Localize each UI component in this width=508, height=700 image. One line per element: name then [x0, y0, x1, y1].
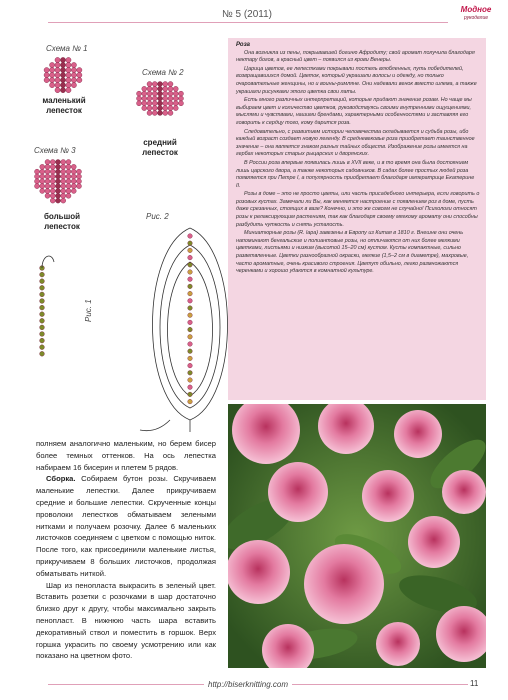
scheme-2-caption-line2: лепесток — [142, 148, 178, 157]
scheme-2-bead — [147, 106, 152, 111]
scheme-3-bead — [71, 179, 76, 184]
scheme-2-bead — [147, 101, 152, 106]
figure-2-bead — [188, 392, 193, 397]
rose-info-paragraph: В России роза впервые появилась лишь в XVII веке, и в то время она была достоянием лишь царского двора, а также некоторых садовников. В садах более простых людей роза появляется при Петре I, а популярность приобретает благодаря императрице Екатерине II. — [236, 159, 475, 189]
scheme-2-bead — [158, 96, 163, 101]
issue-number: № 5 (2011) — [222, 9, 273, 20]
instructions-paragraph: Шар из пенопласта выкрасить в зеленый цвет. Вставить розетки с розочками в шар достаточно близко друг к другу, чтобы максимально закрыть пенопласт. В нижнюю часть шара вставить декоративный ствол и поместить в горшок. Верх горшка украсить по своему усмотрению или как показано на цветном фото. — [36, 580, 216, 661]
scheme-3-caption-line2: лепесток — [44, 222, 80, 231]
instructions-assembly-paragraph — [36, 473, 216, 579]
scheme-1-bead — [66, 77, 71, 82]
scheme-3-bead — [77, 184, 82, 189]
scheme-3-bead — [56, 193, 61, 198]
scheme-2-bead — [179, 91, 184, 96]
rose-photo-image — [228, 404, 486, 668]
figure-2-bead — [188, 248, 193, 253]
scheme-1-bead — [49, 72, 54, 77]
scheme-2-bead — [163, 91, 168, 96]
scheme-3-bead — [71, 174, 76, 179]
instructions-paragraph: полняем аналогично маленьким, но берем бисер более темных оттенков. На ось лепестка набираем 16 бисерин и плетем 5 рядов. — [36, 439, 216, 472]
rose-info-text — [236, 42, 480, 277]
instructions-text — [36, 438, 216, 662]
scheme-2-bead — [147, 96, 152, 101]
scheme-2-bead — [147, 86, 152, 91]
figure-1-bead — [40, 338, 45, 343]
scheme-1-bead — [77, 72, 82, 77]
figure-1-bead — [40, 292, 45, 297]
scheme-3-bead — [50, 160, 55, 165]
scheme-3-bead — [40, 169, 45, 174]
scheme-1-bead — [55, 77, 60, 82]
scheme-3-bead — [71, 184, 76, 189]
rose-info-paragraph: Царица цветов, ее лепестками покрывали постель влюбленных, путь победителей, возвращавшихся домой. Цветок, который украшали волосы и одежду, но только очаровательные женщины, но и воины-римляне. Они надевали венок вместо шлема, а также украшали рисунками этого цветка свои латы. — [236, 65, 477, 95]
scheme-3-bead — [35, 169, 40, 174]
rose-info-paragraph: Следовательно, с развитием истории человечества складывается и судьба розы, ибо каждый возраст создает новую легенду. В средневековье роза приобретает таинственное значение – она является знаком разных тайных обществ. Изображение розы имеется на гербах некоторых старых рыцарских и дворянских. — [236, 128, 475, 158]
scheme-1-bead — [71, 62, 76, 67]
scheme-2-bead — [142, 106, 147, 111]
scheme-1-bead — [60, 57, 65, 62]
scheme-3-bead — [56, 164, 61, 169]
scheme-1-bead — [55, 72, 60, 77]
scheme-2-bead — [168, 110, 173, 115]
scheme-2-bead — [147, 91, 152, 96]
figure-2-bead — [188, 277, 193, 282]
scheme-1-bead — [60, 62, 65, 67]
figure-1-bead — [40, 279, 45, 284]
scheme-1-bead — [77, 67, 82, 72]
scheme-1-bead — [66, 62, 71, 67]
scheme-2-bead — [147, 110, 152, 115]
figure-2-bead — [188, 263, 193, 268]
scheme-2-bead — [158, 91, 163, 96]
scheme-2-bead — [168, 96, 173, 101]
figure-1-bead — [40, 312, 45, 317]
scheme-3-bead — [40, 174, 45, 179]
scheme-1-caption-line1: маленький — [42, 96, 86, 105]
scheme-1-bead — [71, 77, 76, 82]
scheme-3-bead — [45, 160, 50, 165]
scheme-3-bead — [50, 188, 55, 193]
figure-2-bead — [188, 327, 193, 332]
scheme-1-bead — [49, 83, 54, 88]
scheme-3-bead — [40, 188, 45, 193]
scheme-2-bead — [163, 82, 168, 87]
scheme-3-bead — [56, 160, 61, 165]
scheme-2-bead — [137, 96, 142, 101]
figure-2-bead — [188, 299, 193, 304]
figure-1-bead — [40, 332, 45, 337]
figure-2-bead — [188, 335, 193, 340]
figure-2-bead — [188, 241, 193, 246]
scheme-2-bead — [163, 86, 168, 91]
figure-2-wire-loop — [160, 245, 220, 408]
scheme-3-bead — [61, 164, 66, 169]
figure-2-bead — [188, 320, 193, 325]
figure-2-bead — [188, 356, 193, 361]
scheme-1-bead — [55, 88, 60, 93]
scheme-1-bead — [71, 67, 76, 72]
figure-1-bead — [40, 299, 45, 304]
scheme-1-bead — [60, 83, 65, 88]
scheme-1-bead — [60, 77, 65, 82]
scheme-3-bead — [50, 198, 55, 203]
scheme-1-bead — [60, 72, 65, 77]
figure-1-bead — [40, 285, 45, 290]
scheme-3-bead — [35, 174, 40, 179]
scheme-3-bead — [61, 160, 66, 165]
scheme-2-bead — [147, 82, 152, 87]
scheme-2-bead — [173, 96, 178, 101]
scheme-2-bead — [168, 91, 173, 96]
scheme-2-bead — [168, 82, 173, 87]
figure-2-bead — [188, 255, 193, 260]
logo-sub: рукоделие — [463, 15, 489, 21]
scheme-3-bead — [61, 198, 66, 203]
assembly-text: Собираем бутон розы. Скручиваем маленькие лепестки. Далее прикручиваем средние и большие лепестки. Скрученные концы проволоки лепестков обматываем зелеными нитками и получаем розочку. Далее 6 маленьких листочков соединяем с цветком с помощью ниток. После того, как присоединили маленькие листья, прикручиваем 8 больших листочков, продолжая обматывать ниткой. — [36, 474, 216, 578]
scheme-1-bead — [71, 72, 76, 77]
scheme-2-bead — [152, 86, 157, 91]
scheme-2-bead — [152, 91, 157, 96]
scheme-3-bead — [45, 169, 50, 174]
scheme-2-bead — [168, 101, 173, 106]
rose-info-paragraph: Есть много различных интерпретаций, которые придают значение розам. Но чаще мы выбираем цвет и количество цветков, руководствуясь своими внутренними ощущениями, мыслями и чувствами, нашими брендами, характерными особенностями и заставляя его говорить к сердцу того, кому дарится роза. — [236, 97, 472, 126]
scheme-2-label: Схема № 2 — [142, 68, 184, 77]
scheme-3-label: Схема № 3 — [34, 146, 76, 155]
scheme-3-bead — [56, 198, 61, 203]
scheme-3-bead — [61, 169, 66, 174]
scheme-3-bead — [61, 188, 66, 193]
scheme-3-bead — [66, 160, 71, 165]
scheme-2-bead — [137, 101, 142, 106]
scheme-3-bead — [61, 193, 66, 198]
scheme-3-bead — [50, 174, 55, 179]
scheme-3-bead — [50, 193, 55, 198]
figure-2-bead — [188, 270, 193, 275]
scheme-1-bead — [66, 57, 71, 62]
scheme-1-bead — [44, 72, 49, 77]
scheme-3-bead — [71, 164, 76, 169]
scheme-1-bead — [60, 88, 65, 93]
scheme-3-bead — [61, 184, 66, 189]
figure-1-bead — [40, 305, 45, 310]
scheme-2-bead — [142, 101, 147, 106]
scheme-2-bead — [173, 101, 178, 106]
scheme-2-bead — [163, 110, 168, 115]
figure-1-bead — [40, 272, 45, 277]
scheme-3-bead — [61, 174, 66, 179]
scheme-3-bead — [45, 164, 50, 169]
scheme-3-bead — [50, 179, 55, 184]
scheme-2-bead — [152, 82, 157, 87]
scheme-3-bead — [66, 193, 71, 198]
rose-info-panel — [228, 38, 486, 400]
scheme-1-bead — [44, 67, 49, 72]
scheme-3-bead — [61, 179, 66, 184]
rose-info-paragraph: Она возникла из пены, покрывавшей богиню Афродиту; свой аромат получила благодаря нектару богов, а красный цвет – появился из крови Венеры. — [236, 49, 475, 64]
figure-2-bead — [188, 378, 193, 383]
scheme-2-bead — [163, 96, 168, 101]
figure-2-bead — [188, 291, 193, 296]
scheme-2-bead — [168, 86, 173, 91]
scheme-1-bead — [49, 67, 54, 72]
scheme-2-bead — [179, 101, 184, 106]
scheme-2-bead — [163, 106, 168, 111]
scheme-3-bead — [66, 179, 71, 184]
scheme-3-bead — [56, 184, 61, 189]
scheme-2-bead — [168, 106, 173, 111]
figure-2-bead — [188, 284, 193, 289]
scheme-2-bead — [173, 106, 178, 111]
figure-2-bead — [188, 313, 193, 318]
rose-photo — [228, 404, 486, 668]
figure-1-bead — [40, 351, 45, 356]
scheme-1-bead — [49, 62, 54, 67]
scheme-3-bead — [77, 169, 82, 174]
scheme-1-bead — [55, 67, 60, 72]
figure-2-bead — [188, 349, 193, 354]
scheme-2-bead — [163, 101, 168, 106]
scheme-3-caption — [34, 212, 90, 232]
scheme-3-caption-line1: большой — [43, 212, 81, 221]
scheme-3-bead — [50, 184, 55, 189]
scheme-1-bead — [71, 83, 76, 88]
scheme-2-caption — [128, 138, 192, 158]
scheme-2-bead — [137, 91, 142, 96]
scheme-3-bead — [66, 164, 71, 169]
scheme-2-bead — [158, 101, 163, 106]
scheme-2-caption-line1: средний — [143, 138, 177, 147]
scheme-1-bead — [55, 57, 60, 62]
scheme-1-bead — [66, 83, 71, 88]
scheme-1-bead — [77, 77, 82, 82]
scheme-2-bead — [173, 91, 178, 96]
figure-2-bead — [188, 371, 193, 376]
scheme-3-bead — [40, 164, 45, 169]
assembly-heading: Сборка. — [46, 474, 76, 484]
figure-2-bead — [188, 363, 193, 368]
scheme-1-label: Схема № 1 — [46, 44, 88, 53]
figure-2-bead — [188, 385, 193, 390]
rose-info-paragraph: Розы в доме – это не просто цветы, или часть присадебного интерьера, если говорить о розовых кустах. Замечали ли Вы, как меняется настроение с появлением роз в доме, пусть даже срезанных, стоящих в вазе? Конечно, и это же совсем не случайно! Психологи относят розы к релаксирующим растениям, так как благодаря своему мягкому аромату они способны разбудить чуткость и снять усталость. — [236, 191, 480, 228]
figure-2-bead — [188, 342, 193, 347]
scheme-1-bead — [66, 67, 71, 72]
scheme-2-bead — [142, 86, 147, 91]
scheme-2-bead — [152, 96, 157, 101]
scheme-3-bead — [35, 184, 40, 189]
scheme-2-bead — [173, 86, 178, 91]
figure-2-bead — [188, 234, 193, 239]
scheme-3-bead — [40, 179, 45, 184]
figure-1-bead — [40, 325, 45, 330]
figure-2-wire-tail — [140, 420, 190, 432]
scheme-3-bead — [45, 179, 50, 184]
scheme-3-bead — [66, 169, 71, 174]
scheme-2-bead — [142, 91, 147, 96]
scheme-3-bead — [56, 188, 61, 193]
scheme-1-bead — [66, 72, 71, 77]
figure-1-bead — [40, 345, 45, 350]
scheme-1-caption-line2: лепесток — [46, 106, 82, 115]
scheme-1-bead — [49, 77, 54, 82]
scheme-3-bead — [40, 184, 45, 189]
scheme-1-bead — [66, 88, 71, 93]
scheme-3-bead — [45, 193, 50, 198]
scheme-2-bead — [152, 106, 157, 111]
scheme-2-bead — [158, 106, 163, 111]
scheme-3-bead — [66, 174, 71, 179]
scheme-3-bead — [77, 179, 82, 184]
scheme-3-bead — [66, 188, 71, 193]
scheme-3-bead — [45, 184, 50, 189]
scheme-1-bead — [60, 67, 65, 72]
scheme-2-bead — [142, 96, 147, 101]
scheme-1-bead — [55, 83, 60, 88]
scheme-3-bead — [71, 188, 76, 193]
scheme-3-bead — [50, 169, 55, 174]
rose-info-title: Роза — [236, 42, 250, 48]
scheme-2-bead — [152, 110, 157, 115]
figure-1-label: Рис. 1 — [84, 299, 93, 322]
figure-1-bead — [40, 318, 45, 323]
footer-url: http://biserknitting.com — [204, 680, 292, 689]
scheme-1-bead — [44, 77, 49, 82]
scheme-2-bead — [179, 96, 184, 101]
scheme-2-bead — [158, 86, 163, 91]
scheme-3-bead — [66, 184, 71, 189]
figure-2-bead — [188, 399, 193, 404]
scheme-3-bead — [56, 174, 61, 179]
scheme-3-bead — [56, 169, 61, 174]
scheme-2-bead — [158, 82, 163, 87]
scheme-3-bead — [50, 164, 55, 169]
scheme-3-bead — [35, 179, 40, 184]
scheme-2-bead — [152, 101, 157, 106]
page-number: 11 — [470, 679, 479, 688]
scheme-1-bead — [55, 62, 60, 67]
scheme-1-caption — [34, 96, 94, 116]
scheme-3-bead — [77, 174, 82, 179]
scheme-2-bead — [158, 110, 163, 115]
rose-info-paragraph: Миниатюрные розы (R. lapa) завезены в Европу из Китая в 1810 г. Внешне они очень напоминают бенгальские и полиантовые розы, но отличаются от них более мелкими цветками, листьями и низким (высотой 15–20 см) кустом. Кусты компактные, сильно разветвленные. Цветки разнообразной окраски, мелкие (1,5–2 см в диаметре), махровые, часто ароматные, очень красивого строения. Цветут обильно, легко размножаются черенками и хорошо удаются в комнатной культуре. — [236, 230, 469, 275]
figure-2-label: Рис. 2 — [146, 212, 169, 221]
logo-main: Модное — [460, 5, 492, 14]
figure-2-bead — [188, 306, 193, 311]
scheme-3-bead — [45, 188, 50, 193]
scheme-3-bead — [56, 179, 61, 184]
scheme-3-bead — [45, 174, 50, 179]
scheme-3-bead — [71, 169, 76, 174]
